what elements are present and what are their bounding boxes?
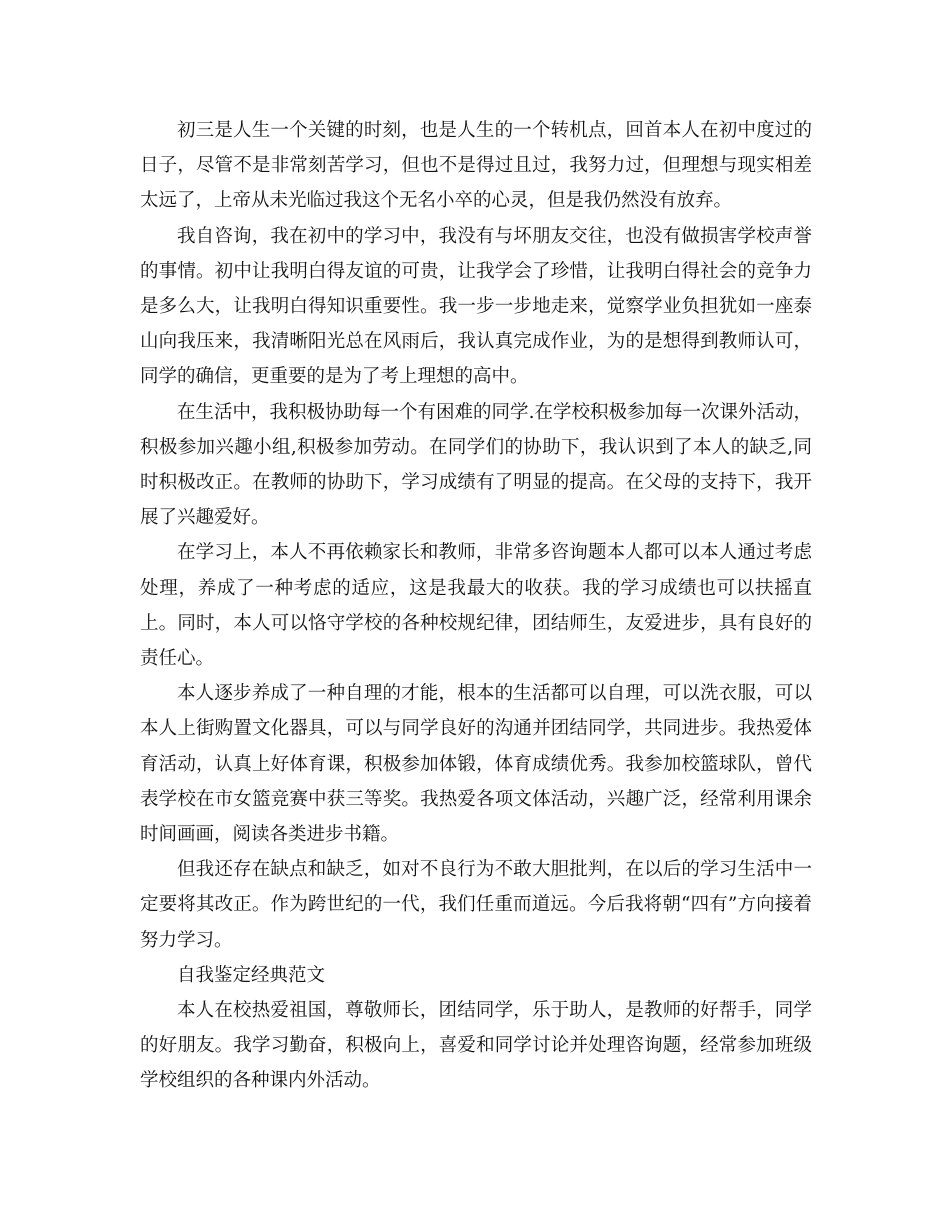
paragraph-2: 我自咨询，我在初中的学习中，我没有与坏朋友交往，也没有做损害学校声誉的事情。初中让我明白得友谊的可贵，让我学会了珍惜，让我明白得社会的竞争力是多么大，让我明白得知识重要性。我一步一步地走来，觉察学业负担犹如一座泰山向我压来，我清晰阳光总在风雨后，我认真完成作业，为的是想得到教师认可，同学的确信，更重要的是为了考上理想的高中。 [140, 225, 812, 388]
paragraph-6: 但我还存在缺点和缺乏，如对不良行为不敢大胆批判，在以后的学习生活中一定要将其改正。作为跨世纪的一代，我们任重而道远。今后我将朝“四有”方向接着努力学习。 [140, 859, 812, 951]
paragraph-5: 本人逐步养成了一种自理的才能，根本的生活都可以自理，可以洗衣服，可以本人上街购置文化器具，可以与同学良好的沟通并团结同学，共同进步。我热爱体育活动，认真上好体育课，积极参加体锻，体育成绩优秀。我参加校篮球队，曾代表学校在市女篮竞赛中获三等奖。我热爱各项文体活动，兴趣广泛，经常利用课余时间画画，阅读各类进步书籍。 [140, 683, 812, 846]
document-body [140, 113, 812, 1099]
paragraph-3: 在生活中，我积极协助每一个有困难的同学.在学校积极参加每一次课外活动，积极参加兴趣小组,积极参加劳动。在同学们的协助下，我认识到了本人的缺乏,同时积极改正。在教师的协助下，学习成绩有了明显的提高。在父母的支持下，我开展了兴趣爱好。 [140, 401, 812, 529]
paragraph-4: 在学习上，本人不再依赖家长和教师，非常多咨询题本人都可以本人通过考虑处理，养成了一种考虑的适应，这是我最大的收获。我的学习成绩也可以扶摇直上。同时，本人可以恪守学校的各种校规纪律，团结师生，友爱进步，具有良好的责任心。 [140, 542, 812, 670]
section-heading: 自我鉴定经典范文 [177, 964, 326, 986]
closing-paragraph: 本人在校热爱祖国，尊敬师长，团结同学，乐于助人，是教师的好帮手，同学的好朋友。我学习勤奋，积极向上，喜爱和同学讨论并处理咨询题，经常参加班级学校组织的各种课内外活动。 [140, 1000, 812, 1092]
paragraph-1: 初三是人生一个关键的时刻，也是人生的一个转机点，回首本人在初中度过的日子，尽管不是非常刻苦学习，但也不是得过且过，我努力过，但理想与现实相差太远了，上帝从未光临过我这个无名小卒的心灵，但是我仍然没有放弃。 [140, 120, 812, 212]
